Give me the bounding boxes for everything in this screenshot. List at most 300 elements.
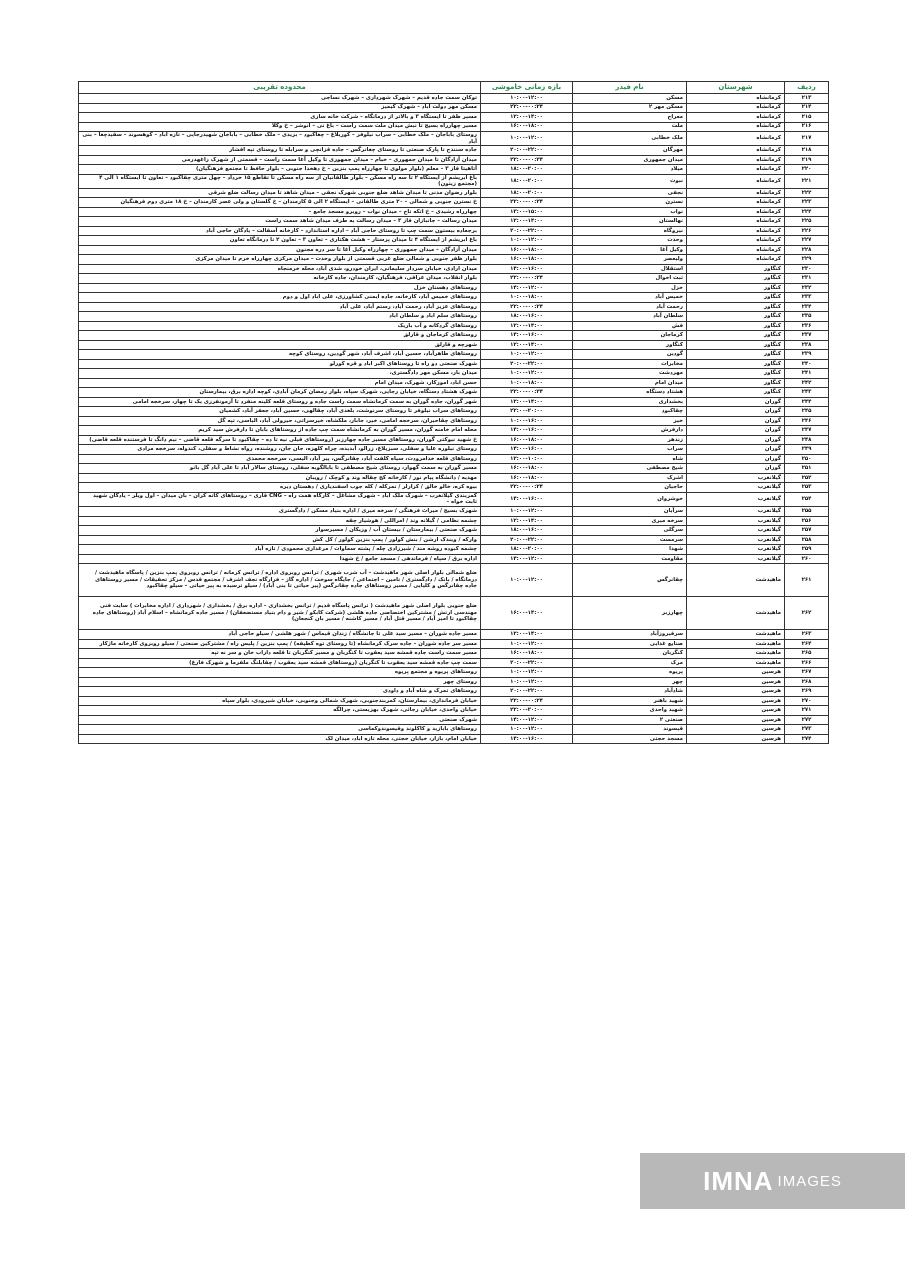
- row-time-window: ۱۸:۰۰-۱۶:۰۰: [481, 526, 573, 536]
- row-feeder: صنایع غذایی: [573, 639, 687, 649]
- row-city: کنگاور: [687, 321, 785, 331]
- row-feeder: سرآیان: [573, 507, 687, 517]
- row-city: کنگاور: [687, 274, 785, 284]
- row-index: ۲۲۳: [785, 198, 829, 208]
- table-row: [79, 226, 829, 236]
- row-city: هرسین: [687, 715, 785, 725]
- row-index: ۲۱۹: [785, 155, 829, 165]
- table-row: [79, 535, 829, 545]
- row-feeder: چقاکبود: [573, 407, 687, 417]
- row-area: خیابان واحدی، خیابان رجائی، شهرک بهزیستی، چرالگه: [79, 706, 481, 716]
- row-area: مسیر سر جاده شوران – جاده سرک کرمانشاه (تا روستای توه کطیفه) / پمپ بنزین / پلیس راه / مشترکین صنعتی / سیلو روبروی کارخانه ماژکار: [79, 639, 481, 649]
- row-city: گوران: [687, 426, 785, 436]
- row-time-window: ۱۰:۰۰-۱۲:۰۰: [481, 132, 573, 146]
- row-index: ۲۵۶: [785, 516, 829, 526]
- table-row: [79, 639, 829, 649]
- row-city: کنگاور: [687, 312, 785, 322]
- row-time-window: ۱۴:۰۰-۱۶:۰۰: [481, 264, 573, 274]
- row-feeder: بخشداری: [573, 397, 687, 407]
- row-feeder: ملک خطابی: [573, 132, 687, 146]
- row-index: ۲۳۳: [785, 293, 829, 303]
- table-row: [79, 706, 829, 716]
- row-feeder: میلاد: [573, 165, 687, 175]
- row-city: کرمانشاه: [687, 165, 785, 175]
- row-time-window: ۱۰:۰۰-۱۲:۰۰: [481, 350, 573, 360]
- row-feeder: شاه: [573, 454, 687, 464]
- row-area: مسیر سمت راست جاده قمشه سید یعقوب تا کنگربان و مسیر کنگربان تا قلعه داراب خان و سر نه تپه: [79, 649, 481, 659]
- row-city: ماهیدشت: [687, 639, 785, 649]
- row-feeder: شیخ مصطفی: [573, 464, 687, 474]
- row-feeder: نجفی: [573, 188, 687, 198]
- row-time-window: ۱۰:۰۰-۱۲:۰۰: [481, 507, 573, 517]
- table-row: [79, 274, 829, 284]
- row-time-window: ۱۲:۰۰-۱۴:۰۰: [481, 113, 573, 123]
- table-row: [79, 217, 829, 227]
- row-area: روستاهای دهستان خزل: [79, 283, 481, 293]
- row-feeder: مسکن مهر ۲: [573, 103, 687, 113]
- row-time-window: ۱۴:۰۰-۱۶:۰۰: [481, 331, 573, 341]
- table-row: [79, 255, 829, 265]
- row-time-window: ۱۶:۰۰-۱۸:۰۰: [481, 245, 573, 255]
- row-feeder: مسکن: [573, 94, 687, 104]
- row-time-window: ۱۰:۰۰-۱۲:۰۰: [481, 725, 573, 735]
- row-feeder: چقانرگس: [573, 564, 687, 597]
- row-city: گوران: [687, 407, 785, 417]
- row-time-window: ۲۰:۰۰-۲۲:۰۰: [481, 535, 573, 545]
- row-index: ۲۴۴: [785, 397, 829, 407]
- row-feeder: ملت: [573, 122, 687, 132]
- table-row: [79, 435, 829, 445]
- table-row: [79, 312, 829, 322]
- row-feeder: فش: [573, 321, 687, 331]
- row-city: کرمانشاه: [687, 122, 785, 132]
- row-feeder: معراج: [573, 113, 687, 123]
- row-city: گیلانغرب: [687, 507, 785, 517]
- row-index: ۲۵۵: [785, 507, 829, 517]
- header-index: ردیف: [785, 82, 829, 94]
- row-area: باغ ابریشم از ایستگاه ۴ تا میدان پرستار – هشت هکتاری – تعاون ۳ – تعاون ۲ تا درمانگاه تعاون: [79, 236, 481, 246]
- row-city: ماهیدشت: [687, 658, 785, 668]
- row-city: گیلانغرب: [687, 492, 785, 506]
- row-index: ۲۴۵: [785, 407, 829, 417]
- row-city: کرمانشاه: [687, 113, 785, 123]
- row-area: مسکن مهر دولت آباد – شهرک کیمیز: [79, 103, 481, 113]
- row-area: روستاهای سلم اباد و سلطان اباد: [79, 312, 481, 322]
- row-index: ۲۵۱: [785, 464, 829, 474]
- row-city: کنگاور: [687, 293, 785, 303]
- table-row: [79, 132, 829, 146]
- row-area: میدان آزادگان تا میدان جمهوری – خیام – میدان جمهوری تا وکیل آغا سمت راست – قسمتی از شهرک زاغهدرمی: [79, 155, 481, 165]
- table-row: [79, 174, 829, 188]
- row-city: گیلانغرب: [687, 535, 785, 545]
- row-feeder: صنعتی ۲: [573, 715, 687, 725]
- header-city: شهرستان: [687, 82, 785, 94]
- row-feeder: ثبت احوال: [573, 274, 687, 284]
- table-row: [79, 397, 829, 407]
- row-city: کنگاور: [687, 350, 785, 360]
- row-time-window: ۲۲:۰۰-۲۰:۰۰: [481, 706, 573, 716]
- row-area: حسن اباد، امورکار، شهرک، میدان امام: [79, 378, 481, 388]
- row-time-window: ۱۴:۰۰-۱۶:۰۰: [481, 734, 573, 744]
- row-index: ۲۴۷: [785, 426, 829, 436]
- row-area: شهرچه و قارلق: [79, 340, 481, 350]
- table-row: [79, 715, 829, 725]
- row-time-window: ۱۶:۰۰-۱۸:۰۰: [481, 255, 573, 265]
- row-time-window: ۱۰:۰۰-۱۲:۰۰: [481, 94, 573, 104]
- row-index: ۲۳۰: [785, 264, 829, 274]
- row-index: ۲۱۴: [785, 103, 829, 113]
- row-area: شهرک هشتاد دستگاه، خیابان رجایی، شهرک سپاه، بلوار رمضان کرمان آبادی، کوچه اداره برق، بیمارستان: [79, 388, 481, 398]
- row-feeder: چهارزبر: [573, 597, 687, 630]
- row-area: روستاهای پریوه و مجتمع پریوه: [79, 668, 481, 678]
- table-row: [79, 696, 829, 706]
- row-city: کرمانشاه: [687, 217, 785, 227]
- row-area: روستاهای گردکانه و آب باریک: [79, 321, 481, 331]
- row-time-window: ۲۲:۰۰-۰۰:۲۴: [481, 696, 573, 706]
- row-index: ۲۶۶: [785, 658, 829, 668]
- table-row: [79, 331, 829, 341]
- row-city: کرمانشاه: [687, 155, 785, 165]
- row-area: آتاهیتا فاز ۳ – معلم (بلوار مولوی تا چهارراه پمپ بنزین – خ دهخدا جنوبی – بلوار حافظ تا مجتمع فرهنگیان): [79, 165, 481, 175]
- table-row: [79, 658, 829, 668]
- row-time-window: ۱۲:۰۰-۱۴:۰۰: [481, 397, 573, 407]
- row-feeder: مسجد حجتی: [573, 734, 687, 744]
- row-index: ۲۲۸: [785, 245, 829, 255]
- table-row: [79, 155, 829, 165]
- row-area: میدان ارادی، خیابان سردار سلیمانی، ایران خودرو، شدی آباد، محله خرمنجاه: [79, 264, 481, 274]
- row-city: کنگاور: [687, 369, 785, 379]
- row-city: کنگاور: [687, 302, 785, 312]
- row-index: ۲۶۴: [785, 639, 829, 649]
- row-area: مسیر جاده شوران – مسیر سید علی تا جانشگاه / زندان قیماس / شهر هلشی / سیلو حاجی آباد: [79, 630, 481, 640]
- row-area: خ شهید نیوکتی گوران، روستاهای مسیر جاده چهارزبر (روستاهای قبلی نیه تا ده – چقاکبود تا سرگه قلعه قاضی – نیم دانگ تا فرستنده قلعه قاضی): [79, 435, 481, 445]
- row-area: روستای چهر: [79, 677, 481, 687]
- imna-images-watermark: [640, 1153, 905, 1209]
- row-feeder: شادآباد: [573, 687, 687, 697]
- row-index: ۲۵۸: [785, 535, 829, 545]
- row-index: ۲۱۷: [785, 132, 829, 146]
- row-area: بلوار رضوان مدنی تا میدان شاهد ضلع جنوبی شهرک نجفی – میدان شاهد تا میدان رسالت ضلع شرقی: [79, 188, 481, 198]
- table-row: [79, 113, 829, 123]
- row-feeder: مرک: [573, 658, 687, 668]
- table-row: [79, 426, 829, 436]
- row-time-window: ۱۶:۰۰-۱۴:۰۰: [481, 597, 573, 630]
- row-index: ۲۲۴: [785, 207, 829, 217]
- row-area: خیابان امام، بازار، خیابان حجتی، محله تازه اباد، میدان لک: [79, 734, 481, 744]
- table-row: [79, 245, 829, 255]
- row-index: ۲۷۴: [785, 734, 829, 744]
- row-feeder: دارفرش: [573, 426, 687, 436]
- row-feeder: خمیس آباد: [573, 293, 687, 303]
- row-area: میدان رسالت – جانبازان فاز ۳ – میدان رسالت به طرف میدان شاهد سمت راست: [79, 217, 481, 227]
- row-feeder: شهید باهنر: [573, 696, 687, 706]
- header-area: محدوده تقریبی: [79, 82, 481, 94]
- row-time-window: ۱۴:۰۰-۱۲:۰۰: [481, 715, 573, 725]
- row-index: ۲۶۰: [785, 554, 829, 564]
- row-area: روستاهای بابازید و کاکلوند وقیسوندوکماسی: [79, 725, 481, 735]
- row-city: کرمانشاه: [687, 207, 785, 217]
- row-feeder: سراب: [573, 445, 687, 455]
- row-index: ۲۵۴: [785, 492, 829, 506]
- row-time-window: ۲۰:۰۰-۲۲:۰۰: [481, 359, 573, 369]
- row-area: محله امام خامنه گوران، مسیر گوران به کرمانشاه سمت چپ جاده از روستاهای بابان تا دارفرش سید کریم: [79, 426, 481, 436]
- row-city: هرسین: [687, 668, 785, 678]
- row-feeder: میدان جمهوری: [573, 155, 687, 165]
- outage-table: [78, 81, 829, 744]
- row-city: گیلانغرب: [687, 526, 785, 536]
- row-area: روستاهای چقاحیران، سرخجه امامی، خیر، جابار، ملکشاه، خیرسراتی، حیرولی آباد، الیاسی، تپه گل: [79, 416, 481, 426]
- row-area: شهر گوران، جاده گوران به سمت کرمانشاه سمت راست جاده و روستای قلعه کلینه منفرد تا آزمونفرزی یک تا چهار، سرخجه امامی: [79, 397, 481, 407]
- row-feeder: نهالستان: [573, 217, 687, 227]
- row-area: شهرک صنعتی دو راه تا روستاهای اکبر اباد و قره کورلو: [79, 359, 481, 369]
- row-area: شهرک صنعتی: [79, 715, 481, 725]
- watermark-label: IMAGES: [777, 1172, 842, 1190]
- row-feeder: مهرگان: [573, 146, 687, 156]
- row-time-window: ۱۶:۰۰-۱۸:۰۰: [481, 473, 573, 483]
- row-index: ۲۳۹: [785, 350, 829, 360]
- row-feeder: کنگاور: [573, 340, 687, 350]
- header-time: بازه زمانی خاموشی: [481, 82, 573, 94]
- row-index: ۲۴۹: [785, 445, 829, 455]
- row-index: ۲۲۶: [785, 226, 829, 236]
- row-city: ماهیدشت: [687, 630, 785, 640]
- row-city: گوران: [687, 435, 785, 445]
- row-city: ماهیدشت: [687, 564, 785, 597]
- row-feeder: سرمست: [573, 535, 687, 545]
- row-city: گوران: [687, 454, 785, 464]
- row-area: روستاهای سراب نیلوفر تا روستای سرنوشت، بلغدی آباد، چقالهی، حسین آباد، جعفر آباد، کشمیان: [79, 407, 481, 417]
- row-feeder: خوشروان: [573, 492, 687, 506]
- row-city: کرمانشاه: [687, 236, 785, 246]
- row-feeder: خیر: [573, 416, 687, 426]
- table-row: [79, 293, 829, 303]
- row-city: کنگاور: [687, 359, 785, 369]
- table-header-row: [79, 82, 829, 94]
- row-time-window: ۱۸:۰۰-۲۰:۰۰: [481, 174, 573, 188]
- row-area: مسیر گوران به سمت گهوار، روستای شیخ مصطفی تا بابالگوبه سفلی، روستای سالار آباد تا علی آباد گل بانو: [79, 464, 481, 474]
- row-city: کرمانشاه: [687, 94, 785, 104]
- row-area: کمربندی گیلانغرب – شهرک ملک آباد – شهرک مشاغل – کارگاه همت راه – CNG قاری – روستاهای کانه کران – بان میدان – اول ویلر – یادگان شهید ثابت خواه –: [79, 492, 481, 506]
- row-index: ۲۶۸: [785, 677, 829, 687]
- table-row: [79, 302, 829, 312]
- row-city: هرسین: [687, 734, 785, 744]
- row-index: ۲۶۱: [785, 564, 829, 597]
- row-city: ماهیدشت: [687, 597, 785, 630]
- row-city: هرسین: [687, 677, 785, 687]
- row-index: ۲۲۵: [785, 217, 829, 227]
- table-row: [79, 630, 829, 640]
- row-time-window: ۱۸:۰۰-۲۰:۰۰: [481, 188, 573, 198]
- row-index: ۲۷۰: [785, 696, 829, 706]
- table-row: [79, 454, 829, 464]
- row-time-window: ۲۲:۰۰-۰۰:۲۴: [481, 388, 573, 398]
- row-area: روستای باباجان – ملک خطابی – سراب نیلوفر – کوریلاغ – چغاکبود – بزیدی – ملک خطابی – باباجان شهیدرجایی – تازه آباد – کوهسوند – سفیدچغا – بنی آباد: [79, 132, 481, 146]
- row-index: ۲۶۵: [785, 649, 829, 659]
- row-time-window: ۲۰:۰۰-۲۲:۰۰: [481, 146, 573, 156]
- row-city: گیلانغرب: [687, 554, 785, 564]
- row-feeder: چهر: [573, 677, 687, 687]
- row-area: چشمه نظامی / گیلانه وند / امراللی / هوشیار چقه: [79, 516, 481, 526]
- row-city: گوران: [687, 416, 785, 426]
- row-feeder: سرخه میری: [573, 516, 687, 526]
- table-row: [79, 492, 829, 506]
- row-city: گوران: [687, 397, 785, 407]
- row-city: کرمانشاه: [687, 255, 785, 265]
- table-row: [79, 146, 829, 156]
- row-feeder: اشرک: [573, 473, 687, 483]
- row-time-window: ۱۸:۰۰-۱۶:۰۰: [481, 312, 573, 322]
- row-time-window: ۲۲:۰۰-۲۰:۰۰: [481, 407, 573, 417]
- row-time-window: ۱۲:۰۰-۱۴:۰۰: [481, 321, 573, 331]
- row-area: ضلع شمالی بلوار اصلی شهر ماهیدشت – آب شرب شهری / ترانس روبروی اداره / ترانس کرمانه / ترانس روبروی پمپ بنزین / پاسگاه ماهیدشت / درمانگاه / بانک / دادگستری / تامین – اجتماعی / جایگاه سوخت / اداره گاز – فرارگاه نجف اشرف / مجتمع قدس / مرکز تحقیقات / مسیر روستاهای جاده چقانرگس و کلیایی / مسیر روستاهای جاده چقانرگس (پیر حیاتی تا بنی آباد) / سیلو ترسیده به پیر حیاتی – سیلو چقاکبود: [79, 564, 481, 597]
- row-area: بلوار انقلاب، میدان عراقی، فرهنگیان، کارمندان، جاده کارخانه: [79, 274, 481, 284]
- row-city: کرمانشاه: [687, 132, 785, 146]
- row-index: ۲۶۹: [785, 687, 829, 697]
- row-city: هرسین: [687, 706, 785, 716]
- table-row: [79, 597, 829, 630]
- row-index: ۲۴۱: [785, 369, 829, 379]
- row-index: ۲۴۳: [785, 388, 829, 398]
- row-area: روستاهای طاهرآباد، حسین آباد، اشرف آباد، شهر گودین، روستای کوچه: [79, 350, 481, 360]
- row-index: ۲۷۲: [785, 715, 829, 725]
- row-index: ۲۲۱: [785, 174, 829, 188]
- row-time-window: ۱۲:۰۰-۱۰:۰۰: [481, 454, 573, 464]
- row-index: ۲۵۰: [785, 454, 829, 464]
- row-index: ۲۶۳: [785, 630, 829, 640]
- row-time-window: ۱۲:۰۰-۱۴:۰۰: [481, 217, 573, 227]
- table-row: [79, 94, 829, 104]
- header-feeder: نام فیدر: [573, 82, 687, 94]
- row-time-window: ۱۶:۰۰-۱۸:۰۰: [481, 435, 573, 445]
- row-index: ۲۱۶: [785, 122, 829, 132]
- row-index: ۲۳۸: [785, 340, 829, 350]
- row-index: ۲۲۰: [785, 165, 829, 175]
- row-city: کنگاور: [687, 378, 785, 388]
- row-time-window: ۲۰:۰۰-۲۲:۰۰: [481, 687, 573, 697]
- row-area: خیابان فرمانداری، بیمارستان، کمربندجنوبی، شهرک شمالی وجنوبی، خیابان شیرودی، بلوار سپاه: [79, 696, 481, 706]
- row-index: ۲۴۰: [785, 359, 829, 369]
- row-time-window: ۲۲:۰۰-۰۰:۲۴: [481, 198, 573, 208]
- row-area: وارکه / ویندک ارشن / بنش کولور / پمپ بنزین کولور / کل کش: [79, 535, 481, 545]
- row-time-window: ۱۰:۰۰-۱۲:۰۰: [481, 677, 573, 687]
- row-feeder: قیسوند: [573, 725, 687, 735]
- table-row: [79, 473, 829, 483]
- row-city: کرمانشاه: [687, 188, 785, 198]
- row-city: گیلانغرب: [687, 516, 785, 526]
- row-feeder: کرماجان: [573, 331, 687, 341]
- row-time-window: ۱۰:۰۰-۱۶:۰۰: [481, 416, 573, 426]
- row-area: بلوار ظفر جنوبی و شمالی ضلع غربی قسمتی از بلوار وحدت – میدان مرکزی چهارراه خرم تا میدان مرکزی: [79, 255, 481, 265]
- table-row: [79, 464, 829, 474]
- table-row: [79, 359, 829, 369]
- row-index: ۲۷۳: [785, 725, 829, 735]
- row-index: ۲۲۷: [785, 236, 829, 246]
- row-time-window: ۲۲:۰۰-۰۰:۲۴: [481, 302, 573, 312]
- row-city: کرمانشاه: [687, 103, 785, 113]
- row-city: کنگاور: [687, 331, 785, 341]
- table-row: [79, 388, 829, 398]
- row-time-window: ۱۰:۰۰-۱۸:۰۰: [481, 378, 573, 388]
- row-feeder: هشتاد دستگاه: [573, 388, 687, 398]
- row-area: میدان بار، مسکن مهر دادگستری،: [79, 369, 481, 379]
- table-row: [79, 545, 829, 555]
- row-city: گوران: [687, 464, 785, 474]
- row-index: ۲۵۲: [785, 473, 829, 483]
- row-feeder: حاجیان: [573, 483, 687, 493]
- row-feeder: مخابرات: [573, 359, 687, 369]
- row-time-window: ۱۶:۰۰-۱۸:۰۰: [481, 464, 573, 474]
- row-time-window: ۱۰:۰۰-۱۸:۰۰: [481, 293, 573, 303]
- row-time-window: ۱۴:۰۰-۱۶:۰۰: [481, 426, 573, 436]
- row-index: ۲۵۹: [785, 545, 829, 555]
- row-index: ۲۳۷: [785, 331, 829, 341]
- row-index: ۲۳۶: [785, 321, 829, 331]
- table-row: [79, 483, 829, 493]
- row-time-window: ۱۸:۰۰-۲۰:۰۰: [481, 545, 573, 555]
- table-row: [79, 407, 829, 417]
- row-feeder: زندهر: [573, 435, 687, 445]
- table-row: [79, 321, 829, 331]
- row-index: ۲۷۱: [785, 706, 829, 716]
- row-city: کنگاور: [687, 264, 785, 274]
- row-time-window: ۱۰:۰۰-۱۲:۰۰: [481, 369, 573, 379]
- row-area: اداره برق / سپاه / فرماندهی / مسجد جامع / خ شهدا: [79, 554, 481, 564]
- table-row: [79, 369, 829, 379]
- row-index: ۲۳۱: [785, 274, 829, 284]
- table-row: [79, 103, 829, 113]
- row-area: شهرک صنعتی / بیمارستان / بیستان آب / وزیکان / مسیرسوار: [79, 526, 481, 536]
- row-feeder: شهدا: [573, 545, 687, 555]
- row-area: چهارراه رشیدی – خ اتکه تاج – میدان نواب – روبرو مسجد جامع –: [79, 207, 481, 217]
- table-row: [79, 507, 829, 517]
- table-row: [79, 165, 829, 175]
- row-feeder: وکیل آغا: [573, 245, 687, 255]
- table-row: [79, 725, 829, 735]
- row-index: ۲۵۳: [785, 483, 829, 493]
- row-feeder: شهید واحدی: [573, 706, 687, 716]
- row-area: بیوه کره، خالو خالق / کرارلر / نمرکله / کله جوب اسفندیاری / دهستان دیره: [79, 483, 481, 493]
- table-row: [79, 236, 829, 246]
- row-feeder: گودین: [573, 350, 687, 360]
- row-area: برجعاده بیستون سمت چپ تا روستای حاجی آباد – اداره استاندارد – کارخانه آسفالت – یادگان حاجی آباد: [79, 226, 481, 236]
- row-index: ۲۲۲: [785, 188, 829, 198]
- row-feeder: سلطان آباد: [573, 312, 687, 322]
- row-index: ۲۲۹: [785, 255, 829, 265]
- table-row: [79, 188, 829, 198]
- row-index: ۲۵۷: [785, 526, 829, 536]
- row-area: مسیر چهارراه بسیج تا نبش میدان ملت سمت راست – باغ نی – انوشر – خ وکلا: [79, 122, 481, 132]
- row-feeder: خزل: [573, 283, 687, 293]
- row-time-window: ۲۲:۰۰-۰۰:۲۴: [481, 274, 573, 284]
- row-city: کنگاور: [687, 283, 785, 293]
- row-area: روستاهای کرماجان و قارلق: [79, 331, 481, 341]
- row-area: مسیر ظفر تا ایستگاه ۳ و بالاتر از درمانگاه – شرکت خانه سازی: [79, 113, 481, 123]
- row-time-window: ۲۲:۰۰-۰۰:۲۴: [481, 155, 573, 165]
- row-feeder: سرفیروزآباد: [573, 630, 687, 640]
- imna-logo: IMNA: [703, 1165, 774, 1196]
- row-feeder: مهردشت: [573, 369, 687, 379]
- row-time-window: ۱۴:۰۰-۱۲:۰۰: [481, 554, 573, 564]
- row-city: کرمانشاه: [687, 174, 785, 188]
- row-area: روستای نیلوره علیا و سفلی، سبزیلاغ، زرالو، آبدیده، چراه کلهزه، جان جان، روشنده، رواه نشاط و سفلی، کندوله، سرخجه مرادی: [79, 445, 481, 455]
- row-time-window: ۲۰:۰۰-۲۲:۰۰: [481, 658, 573, 668]
- row-area: روستاهای تمرک و شاه آباد و داودی: [79, 687, 481, 697]
- row-time-window: ۱۲:۰۰-۱۴:۰۰: [481, 340, 573, 350]
- row-time-window: ۱۰:۰۰-۱۲:۰۰: [481, 236, 573, 246]
- row-area: باغ ابریشم از ایستگاه ۲ تا سه راه مسکن – بلوار طالقانیان از سه راه مسکن تا تقاطع ۱۵ خرداد – چهل متری چقاکبود – تعاون تا ایستگاه ۱ الی ۴ (مجتمع زیتون): [79, 174, 481, 188]
- row-time-window: ۱۴:۰۰-۱۲:۰۰: [481, 283, 573, 293]
- row-area: سمت چپ جاده قمشه سید یعقوب تا کنگربان (روستاهای قمشه سید یعقوب / چقابلنگ ملفرما و شهرک فارغ): [79, 658, 481, 668]
